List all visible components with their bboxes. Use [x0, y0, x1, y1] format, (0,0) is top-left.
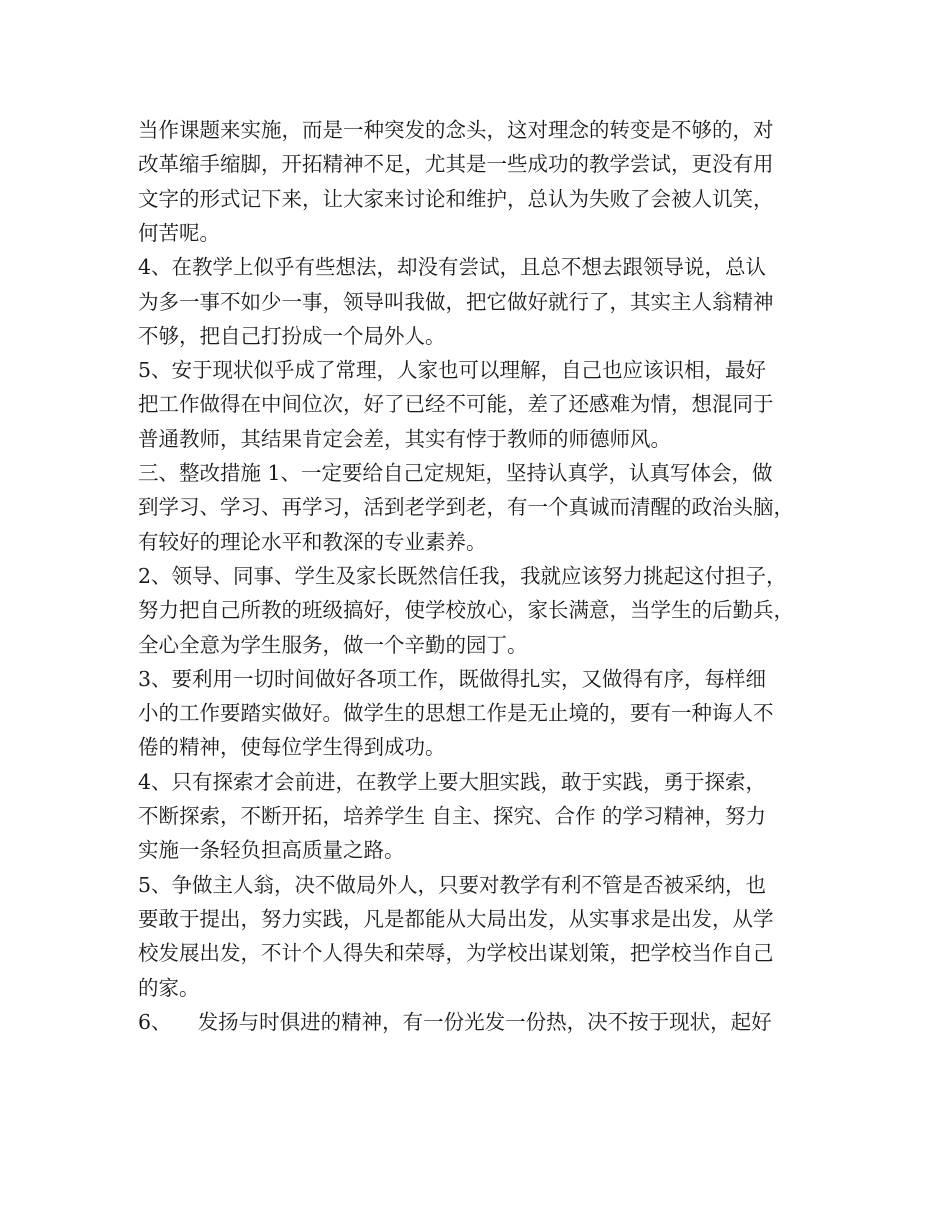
text-line: 不够，把自己打扮成一个局外人。: [138, 323, 446, 348]
text-line: 不断探索，不断开拓，培养学生 自主、探究、合作 的学习精神，努力: [138, 804, 767, 828]
text-line: 校发展出发，不计个人得失和荣辱，为学校出谋划策，把学校当作自己: [138, 941, 774, 966]
text-line: 改革缩手缩脚，开拓精神不足，尤其是一些成功的教学尝试，更没有用: [138, 152, 774, 177]
text-line: 有较好的理论水平和教深的专业素养。: [138, 529, 487, 554]
text-line: 当作课题来实施，而是一种突发的念头，这对理念的转变是不够的，对: [138, 118, 774, 142]
text-line: 3、要利用一切时间做好各项工作，既做得扎实，又做得有序，每样细: [138, 666, 767, 691]
text-line: 三、整改措施 1、一定要给自己定规矩，坚持认真学，认真写体会，做: [138, 461, 773, 485]
text-line: 实施一条轻负担高质量之路。: [138, 838, 405, 863]
text-line: 5、安于现状似乎成了常理，人家也可以理解，自己也应该识相，最好: [138, 358, 767, 383]
text-line: 4、只有探索才会前进，在教学上要大胆实践，敢于实践，勇于探索，: [138, 769, 767, 794]
text-line: 2、领导、同事、学生及家长既然信任我，我就应该努力挑起这付担子，: [138, 563, 787, 588]
text-line: 的家。: [138, 975, 200, 1000]
text-line: 为多一事不如少一事，领导叫我做，把它做好就行了，其实主人翁精神: [138, 289, 774, 314]
text-line: 何苦呢。: [138, 220, 220, 245]
text-line: 把工作做得在中间位次，好了已经不可能，差了还感难为情，想混同于: [138, 392, 774, 417]
text-line: 普通教师，其结果肯定会差，其实有悖于教师的师德师风。: [138, 426, 671, 451]
text-line: 要敢于提出，努力实践，凡是都能从大局出发，从实事求是出发，从学: [138, 906, 774, 931]
text-line: 文字的形式记下来，让大家来讨论和维护，总认为失败了会被人讥笑，: [138, 186, 774, 211]
text-line: 5、争做主人翁，决不做局外人，只要对教学有利不管是否被采纳，也: [138, 872, 767, 897]
text-line: 努力把自己所教的班级搞好，使学校放心，家长满意，当学生的后勤兵，: [138, 598, 794, 623]
text-line: 6、 发扬与时俱进的精神，有一份光发一份热，决不按于现状，起好: [138, 1009, 772, 1034]
text-line: 小的工作要踏实做好。做学生的思想工作是无止境的，要有一种诲人不: [138, 701, 774, 726]
text-line: 到学习、学习、再学习，活到老学到老，有一个真诚而清醒的政治头脑，: [138, 495, 794, 520]
text-line: 全心全意为学生服务，做一个辛勤的园丁。: [138, 632, 528, 657]
text-line: 4、在教学上似乎有些想法，却没有尝试，且总不想去跟领导说，总认: [138, 255, 767, 280]
text-line: 倦的精神，使每位学生得到成功。: [138, 735, 446, 760]
